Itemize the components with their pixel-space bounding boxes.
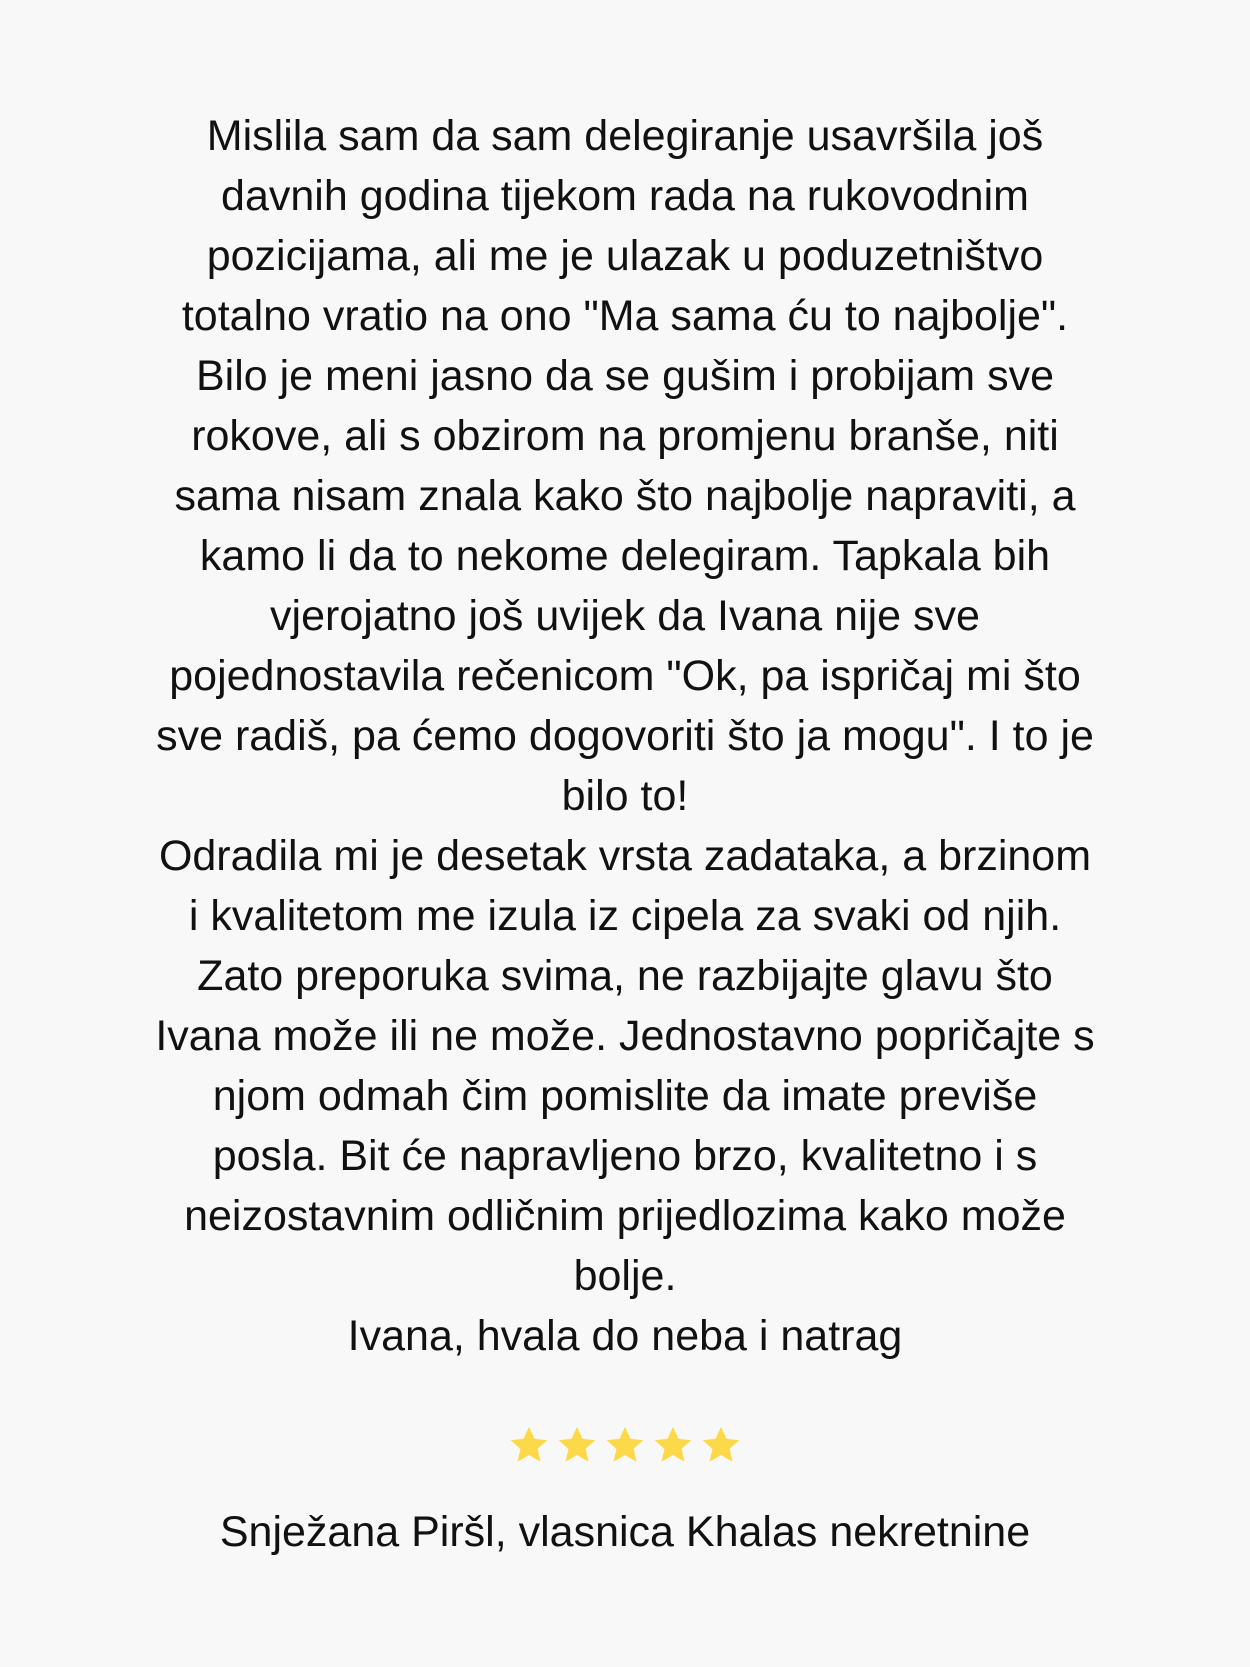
testimonial-text <box>100 106 1150 1366</box>
testimonial-line: Bilo je meni jasno da se gušim i probijam sve <box>195 352 1054 400</box>
testimonial-line: posla. Bit će napravljeno brzo, kvalitetno i s <box>212 1132 1038 1180</box>
testimonial-line: pojednostavila rečenicom "Ok, pa ispričaj mi što <box>169 652 1081 700</box>
testimonial-line: pozicijama, ali me je ulazak u poduzetništvo <box>206 232 1044 280</box>
star-icon <box>604 1424 646 1466</box>
testimonial-line: rokove, ali s obzirom na promjenu branše, niti <box>191 412 1059 460</box>
testimonial-line: Ivana može ili ne može. Jednostavno popričajte s <box>155 1012 1095 1060</box>
testimonial-line: totalno vratio na ono "Ma sama ću to najbolje". <box>181 292 1069 340</box>
testimonial-line: bolje. <box>573 1252 677 1300</box>
testimonial-line: kamo li da to nekome delegiram. Tapkala bih <box>199 532 1051 580</box>
testimonial-author: Snježana Piršl, vlasnica Khalas nekretnine <box>219 1508 1031 1556</box>
testimonial-line: davnih godina tijekom rada na rukovodnim <box>221 172 1029 220</box>
star-icon <box>700 1424 742 1466</box>
testimonial-line: i kvalitetom me izula iz cipela za svaki od njih. <box>188 892 1062 940</box>
testimonial-line: njom odmah čim pomislite da imate previše <box>212 1072 1038 1120</box>
testimonial-line: bilo to! <box>561 772 689 820</box>
testimonial-line: vjerojatno još uvijek da Ivana nije sve <box>270 592 980 640</box>
testimonial-line: Ivana, hvala do neba i natrag <box>347 1312 903 1360</box>
star-icon <box>556 1424 598 1466</box>
star-rating <box>0 1424 1250 1466</box>
testimonial-line: sve radiš, pa ćemo dogovoriti što ja mogu". I to je <box>156 712 1094 760</box>
star-icon <box>508 1424 550 1466</box>
testimonial-line: Odradila mi je desetak vrsta zadataka, a brzinom <box>158 832 1092 880</box>
star-icon <box>652 1424 694 1466</box>
testimonial-line: Mislila sam da sam delegiranje usavršila još <box>206 112 1044 160</box>
testimonial-line: sama nisam znala kako što najbolje napraviti, a <box>174 472 1076 520</box>
testimonial-line: Zato preporuka svima, ne razbijajte glavu što <box>197 952 1053 1000</box>
testimonial-line: neizostavnim odličnim prijedlozima kako može <box>184 1192 1066 1240</box>
